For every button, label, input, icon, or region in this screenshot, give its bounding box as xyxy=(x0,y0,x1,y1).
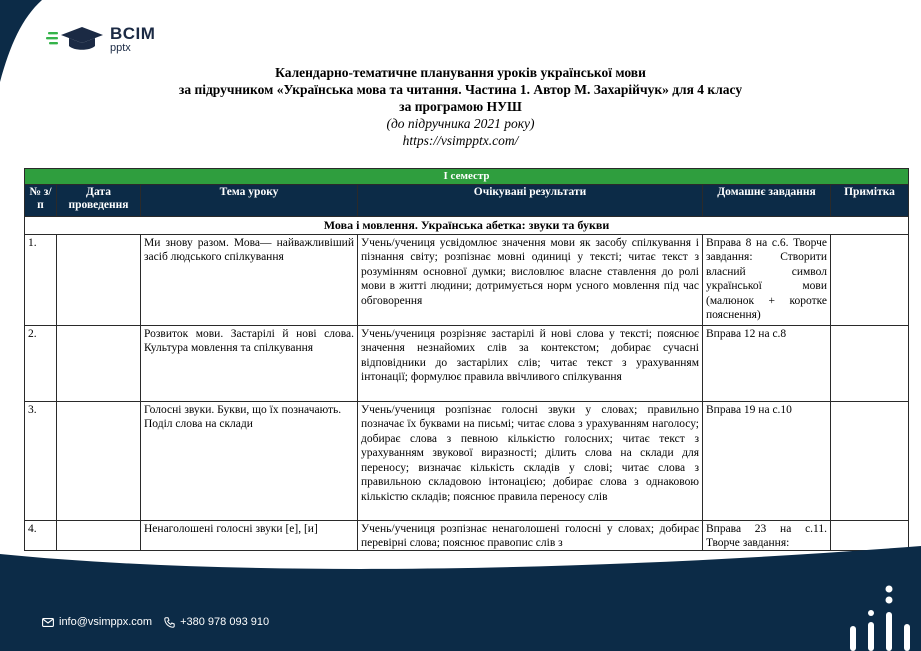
footer-phone[interactable] xyxy=(164,616,269,628)
row-homework: Вправа 8 на с.6. Творче завдання: Створити власний символ української мови (малюнок + коротке пояснення) xyxy=(703,234,831,325)
heading-line-3: за програмою НУШ xyxy=(399,99,522,114)
row-topic: Голосні звуки. Букви, що їх позначають. Поділ слова на склади xyxy=(141,401,358,520)
header-note: Примітка xyxy=(831,185,909,217)
table-row xyxy=(25,234,909,325)
header-results: Очікувані результати xyxy=(358,185,703,217)
row-note xyxy=(831,325,909,401)
row-topic: Розвиток мови. Застарілі й нові слова. Культура мовлення та спілкування xyxy=(141,325,358,401)
footer-background xyxy=(0,540,921,651)
logo-mortarboard-icon xyxy=(46,24,104,54)
row-note xyxy=(831,401,909,520)
email-text: info@vsimppx.com xyxy=(59,616,153,628)
phone-icon xyxy=(164,617,175,628)
table-row xyxy=(25,401,909,520)
footer-email[interactable] xyxy=(42,616,152,628)
row-num-text: 4. xyxy=(28,522,37,535)
planning-table xyxy=(24,168,909,551)
brand-logo xyxy=(46,24,155,54)
header-topic: Тема уроку xyxy=(141,185,358,217)
header-homework: Домашнє завдання xyxy=(703,185,831,217)
heading-line-4: (до підручника 2021 року) xyxy=(386,116,535,131)
row-results: Учень/учениця усвідомлює значення мови як засобу спілкування і пізнання світу; розпізнає мовні одиниці у тексті; читає текст з розумінням основної думки; висловлює власне ставлення до ролі мови в житті людини; дотримується норм усного мовлення під час обговорення xyxy=(358,234,703,325)
row-num: 1. xyxy=(25,234,57,325)
row-note xyxy=(831,234,909,325)
section-row xyxy=(25,217,909,235)
row-date xyxy=(57,325,141,401)
row-num: 2. xyxy=(25,325,57,401)
row-results: Учень/учениця розрізняє застарілі й нові слова у тексті; пояснює значення незнайомих слів за контекстом; добирає сучасні відповідники до застарілих слів; читає текст з урахуванням інтонації; формулює правила ввічливого спілкування xyxy=(358,325,703,401)
phone-text: +380 978 093 910 xyxy=(180,616,270,628)
document-heading xyxy=(0,64,921,149)
bar-decoration-icon xyxy=(844,582,914,651)
row-date xyxy=(57,401,141,520)
row-num: 3. xyxy=(25,401,57,520)
row-homework: Вправа 19 на с.10 xyxy=(703,401,831,520)
section-title: Мова і мовлення. Українська абетка: звуки та букви xyxy=(25,217,909,235)
table-row xyxy=(25,325,909,401)
row-homework-text: Вправа 23 на с.11. Творче завдання: xyxy=(706,522,827,549)
heading-line-2: за підручником «Українська мова та читання. Частина 1. Автор М. Захарійчук» для 4 класу xyxy=(178,82,743,97)
row-results: Учень/учениця розпізнає голосні звуки у словах; правильно позначає їх буквами на письмі; читає слова з урахуванням наголосу; добирає слова з певною кількістю голосних; читає текст з урахуванням звукової виразності; ділить слова на склади для переносу; визначає кількість складів у слові; читає слова з правильною складовою інтонацією; добирає слова з однаковою кількістю складів; пояснює правила переносу слів xyxy=(358,401,703,520)
semester-label: І семестр xyxy=(25,169,909,185)
header-date: Дата проведення xyxy=(57,185,141,217)
footer-contacts xyxy=(42,616,281,628)
row-results-text: Учень/учениця розпізнає ненаголошені голосні у словах; добирає перевірні слова; пояснює правопис слів з xyxy=(361,522,699,549)
heading-line-1: Календарно-тематичне планування уроків української мови xyxy=(275,65,646,80)
brand-sub: pptx xyxy=(110,41,131,54)
row-homework: Вправа 12 на с.8 xyxy=(703,325,831,401)
header-num: № з/п xyxy=(25,185,57,217)
row-date xyxy=(57,234,141,325)
brand-name: BCIM xyxy=(110,23,156,43)
heading-url: https://vsimpptx.com/ xyxy=(402,133,519,148)
semester-row xyxy=(25,169,909,185)
mail-icon xyxy=(42,618,54,627)
row-topic: Ми знову разом. Мова— найважливіший засіб людського спілкування xyxy=(141,234,358,325)
row-topic-text: Ненаголошені голосні звуки [е], [и] xyxy=(144,522,318,535)
table-header-row xyxy=(25,185,909,217)
